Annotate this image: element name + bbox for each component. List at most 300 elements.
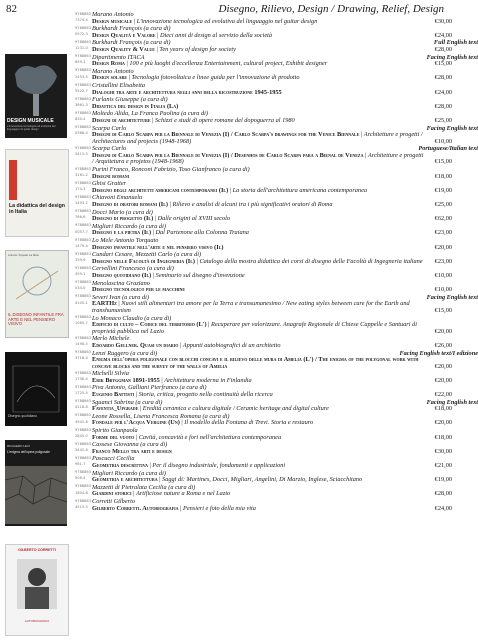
catalog-entry: [75, 414, 452, 427]
cover-design-musicale: [5, 54, 67, 138]
entry-price: €15,00: [434, 158, 452, 166]
entry-author: Lo Mele Antonio Torquato: [92, 237, 159, 244]
catalog-entry: [75, 224, 452, 237]
red-bar-decoration: [9, 160, 17, 200]
entry-price: €15,00: [434, 306, 452, 314]
entry-subtitle: Eredità ceramica e cultura digitale / Ceramic heritage and digital culture: [142, 405, 329, 413]
catalog-entry: [75, 442, 452, 455]
cover-title: GILBERTO CORRETTI: [18, 548, 56, 552]
title-separator: |: [131, 490, 136, 498]
isbn-prefix: 9788863: [75, 145, 92, 150]
isbn-prefix: 9788863: [75, 223, 92, 228]
entry-author: Cundari Cesare, Mezzetti Carlo (a cura di): [92, 251, 202, 259]
entry-title: Eugenio Battisti: [92, 391, 135, 399]
catalog-entry: [75, 181, 452, 194]
entry-subtitle: Dal Partenone alla Colonna Traiana: [155, 229, 249, 237]
isbn-suffix: 4118-8: [75, 405, 88, 410]
entry-author: Lo Monaco Claudio (a cura di): [92, 314, 172, 322]
entry-title-line: [92, 273, 452, 280]
entry-title: Didattica del design in Italia (La): [92, 102, 179, 110]
entry-title-line: [92, 202, 452, 209]
title-separator: |: [134, 433, 139, 441]
entry-title: Faventia_Upgrade: [92, 405, 139, 413]
entry-subtitle: Seminario sul disegno d'invenzione: [155, 271, 245, 279]
title-separator: |: [179, 419, 185, 427]
isbn-suffix: 830-4: [75, 117, 86, 122]
entry-author: Burkhardt François (a cura di): [92, 25, 171, 33]
isbn-suffix: 0057-7: [75, 229, 88, 234]
entry-author: Cervellini Francesco (a cura di): [92, 265, 174, 273]
isbn-prefix: 9788863: [75, 399, 92, 404]
entry-title: Design musicale: [92, 17, 133, 25]
entry-author: Ghisi Gratter: [92, 180, 127, 188]
entry-price: €18,00: [434, 172, 452, 180]
entry-subtitle: Cavità, concavità e fori nell'architettura contemporanea: [138, 433, 282, 441]
entry-title-line: [92, 406, 452, 413]
entry-price: €10,00: [434, 271, 452, 279]
isbn-prefix: 9788863: [75, 315, 92, 320]
catalog-entry: [75, 349, 478, 371]
entry-author: Scarpa Carlo Portuguese/Italian text: [92, 145, 478, 153]
entry-title: Erik Bryggman 1891-1955: [92, 376, 160, 384]
cover-subtitle: AUTOBIOGRAFIA: [24, 619, 50, 623]
entry-author: Merlo Michele: [92, 335, 130, 343]
entry-title: EARTHz: [92, 300, 117, 308]
cover-didattica-design: [5, 149, 69, 237]
entry-author: Menolascina Graziano: [92, 279, 150, 287]
catalog-entry: [75, 195, 452, 208]
entry-author: Marano Antonio: [92, 11, 134, 18]
title-separator: |: [228, 186, 233, 194]
cover-title: Disegno quotidiano: [8, 414, 38, 418]
entry-title: Disegni di architetture: [92, 116, 151, 124]
entry-title: Disegno di progetto (Il): [92, 215, 154, 223]
entry-title: Forme del vuoto: [92, 433, 135, 441]
catalog-entry: [75, 69, 452, 82]
isbn-suffix: 3442-8: [75, 448, 88, 453]
entry-title-line: [92, 230, 452, 237]
entry-author: Dipartimento ITACA Facing English text: [92, 53, 478, 61]
entry-author: Docci Mario (a cura di): [92, 208, 153, 216]
entry-author: Pascucci Cecilia: [92, 455, 135, 463]
isbn-suffix: 034-0: [75, 286, 86, 291]
isbn-suffix: 174-3: [75, 187, 86, 192]
cover-enigma-poligonale: [5, 440, 67, 526]
title-separator: |: [151, 229, 156, 237]
cover-gilberto-corretti: [5, 544, 69, 636]
entry-subtitle: Tecnologia fotovoltaica e linee guida per l'innovazione di prodotto: [131, 74, 300, 82]
entry-author: Michelli Silvia: [92, 370, 129, 378]
entry-subtitle: Storia, critica, progetto nella continuità della ricerca: [138, 391, 273, 399]
cover-column: [0, 16, 70, 640]
entry-subtitle: 100 e più luoghi d'eccellenza Entertainment, cultural project, Exhibit designer: [129, 60, 328, 68]
entry-price: €21,00: [434, 462, 452, 469]
cover-subtitle: L'innovazione tecnologica ed evolutiva del linguaggio nel guitar design: [7, 125, 56, 131]
entry-author: Leone Rossella, Lisena Francesca Romana (a cura di): [92, 412, 230, 420]
catalog-entry: [75, 26, 452, 39]
isbn-suffix: 1725-4: [75, 391, 88, 396]
entry-title-line: [92, 118, 452, 125]
isbn-suffix: 1804-6: [75, 490, 88, 495]
title-separator: |: [363, 151, 368, 159]
isbn-suffix: 459-1: [75, 272, 86, 277]
isbn-prefix: 9788863: [75, 54, 92, 59]
isbn-prefix: 9788863: [75, 370, 92, 375]
isbn-suffix: 0415-5: [75, 152, 88, 157]
entry-title: Design Qualità e Valore: [92, 31, 156, 39]
entry-title: Disegno infantile nell'arte e nel pensiero visivo (Il): [92, 243, 224, 251]
isbn-prefix: 9788863: [75, 280, 92, 285]
title-separator: |: [195, 257, 200, 265]
entry-title-line: [92, 491, 452, 498]
catalog-entry: [75, 97, 452, 110]
entry-author: Corretti Gilberto: [92, 497, 135, 505]
entry-title-line: [92, 259, 452, 266]
catalog-entry: [75, 53, 478, 68]
entry-author: Migliari Riccardo (a cura di): [92, 222, 166, 230]
entry-author: Furlanis Giuseppe (a cura di): [92, 96, 168, 104]
catalog-entry: [75, 83, 452, 96]
entry-title: Disegno degli architetti americani contemporanei (Il): [92, 186, 229, 194]
catalog-entry: [75, 456, 452, 469]
isbn-prefix: 9788863: [75, 413, 92, 418]
entry-language-note: Facing English text: [426, 293, 478, 301]
entry-title-line: [92, 506, 452, 513]
entry-author: Scarpa Carlo Facing English text: [92, 124, 478, 132]
entry-title-line: [92, 153, 452, 166]
title-separator: |: [151, 271, 156, 279]
entry-title: Disegno tecnologico per le macchine: [92, 286, 186, 294]
title-separator: |: [153, 215, 158, 223]
entry-author: Migliari Riccardo (a cura di): [92, 469, 166, 477]
entry-price: €23,00: [434, 229, 452, 237]
title-separator: |: [206, 321, 211, 329]
isbn-prefix: 9788863: [75, 166, 92, 171]
entry-title: Design solare: [92, 74, 128, 82]
cover-subtitle: Antonio Toquato La Mele: [8, 253, 39, 257]
entry-title-line: [92, 477, 452, 484]
catalog-entry: [75, 210, 452, 223]
isbn-prefix: 9788863: [75, 470, 92, 475]
entry-title-line: [92, 301, 452, 314]
entry-author: Severi Ivan (a cura di) Facing English text: [92, 293, 478, 301]
entry-title-line: [92, 174, 452, 181]
entry-author: Sguanci Sabrina (a cura di) Facing English text: [92, 398, 478, 406]
entry-subtitle: Nuovi stili alimentari tra amore per la Terra e transumanesimo / New eating styles between care for the Earth and transhumanism: [92, 300, 410, 314]
entry-subtitle: Per il disegno industriale, fondamenti e applicazioni: [152, 462, 286, 469]
entry-price: €22,00: [434, 391, 452, 399]
entry-title-line: [92, 216, 452, 223]
entry-title: Disegno nelle Facoltà di Ingegneria (Il): [92, 257, 196, 265]
entry-title-line: [92, 245, 452, 252]
entry-price: €28,00: [434, 102, 452, 110]
isbn-prefix: 9788863: [75, 11, 92, 16]
entry-title: Disegno e la pietra (Il): [92, 229, 152, 237]
isbn-suffix: 0368-4: [75, 131, 88, 136]
catalog-entry: [75, 471, 452, 484]
title-separator: |: [147, 462, 153, 469]
entry-title-line: [92, 19, 452, 26]
isbn-suffix: 1479-4: [75, 243, 88, 248]
entry-author: Purini Franco, Ronconi Fabrizio, Toso Gianfranco (a cura di): [92, 166, 250, 174]
entry-title-line: [92, 47, 452, 54]
entry-price: €28,00: [434, 45, 452, 53]
entry-title: Geometria descrittiva: [92, 462, 148, 469]
entry-title-line: [92, 287, 452, 294]
entry-title-line: [92, 357, 452, 370]
title-separator: |: [178, 504, 183, 512]
entry-author: Mazzetti di Pietralata Cecilia (a cura di): [92, 483, 196, 491]
isbn-prefix: 9788863: [75, 350, 92, 355]
entry-price: €18,00: [434, 405, 452, 413]
cover-title: La didattica del design in Italia: [9, 203, 65, 215]
entry-subtitle: Architettura moderna in Finlandia: [164, 376, 252, 384]
isbn-suffix: 0972-3: [75, 31, 88, 36]
isbn-prefix: 9788863: [75, 265, 92, 270]
catalog-entry: [75, 385, 452, 398]
title-separator: |: [178, 341, 183, 349]
isbn-prefix: 9788863: [75, 25, 92, 30]
entry-author: Chiavoni Emanuela: [92, 194, 143, 202]
catalog-entry: [75, 281, 452, 294]
catalog-entry: [75, 111, 452, 124]
entry-price: €20,00: [434, 243, 452, 251]
stone-wall-image: [5, 466, 67, 524]
isbn-prefix: 9788863: [75, 498, 92, 503]
isbn-prefix: 9788863: [75, 456, 92, 460]
catalog-entry: [75, 371, 452, 384]
catalog-entry: [75, 39, 478, 53]
catalog-entry: [75, 398, 478, 413]
isbn-suffix: 3161-2: [75, 172, 88, 177]
entry-title-line: [92, 188, 452, 195]
entry-price: €20,00: [434, 376, 452, 384]
isbn-prefix: 9788863: [75, 82, 92, 87]
catalog-entry: [75, 316, 452, 336]
entry-title: Disegno di oratori romani (Il): [92, 201, 169, 209]
title-separator: |: [150, 116, 156, 124]
title-separator: |: [134, 391, 139, 399]
title-separator: |: [159, 376, 165, 384]
entry-price: €28,00: [434, 490, 452, 498]
title-separator: |: [138, 405, 143, 413]
entry-price: €20,00: [434, 362, 452, 370]
title-separator: |: [168, 201, 173, 209]
page-number: 82: [6, 3, 17, 15]
entry-price: €23,00: [434, 257, 452, 265]
entry-subtitle: Dalle origini al XVIII secolo: [157, 215, 231, 223]
entry-author: Cristallini Elisabetta: [92, 81, 146, 89]
isbn-suffix: 1231-0: [75, 46, 88, 51]
entry-title: Edoardo Gellner. Quasi un diario: [92, 341, 179, 349]
cover-title: IL DISEGNO INFANTILE FRA ARTE E NEL PENSIERO VISIVO: [8, 312, 64, 327]
entry-subtitle: Artificiose nature a Roma e nel Lazio: [135, 490, 231, 498]
isbn-prefix: 9788863: [75, 385, 92, 390]
isbn-prefix: 9788863: [75, 251, 92, 256]
entry-title: Dialoghi tra arte e architettura negli anni della ricostruzione 1945-1955: [92, 88, 282, 96]
catalog-entries: [75, 11, 478, 513]
entry-price: €10,00: [434, 286, 452, 294]
entry-title: Giardini storici: [92, 490, 132, 498]
entry-language-note: Portuguese/Italian text: [418, 145, 478, 153]
entry-author: Lenzi Ruggero (a cura di) Facing English text/I edizione: [92, 349, 478, 357]
entry-title: Fondale per l'Acqua Vergine (Un): [92, 419, 180, 427]
catalog-entry: [75, 499, 452, 512]
isbn-suffix: 766-6: [75, 215, 86, 220]
title-separator: |: [127, 74, 132, 82]
isbn-prefix: 9788863: [75, 180, 92, 185]
entry-title-line: [92, 435, 452, 442]
title-separator: |: [359, 131, 364, 139]
entry-price: €24,00: [434, 31, 452, 39]
entry-subtitle: Schizzi e studi di opere romane del dopoguerra al 1980: [155, 116, 295, 124]
isbn-suffix: 2453-5: [75, 74, 88, 79]
entry-price: €20,00: [434, 419, 452, 427]
isbn-prefix: 9788863: [75, 68, 92, 73]
isbn-prefix: 9788863: [75, 110, 92, 115]
isbn-suffix: 1065-7: [75, 321, 88, 326]
entry-title: Disegno quotidiano (Il): [92, 271, 152, 279]
entry-price: €30,00: [434, 17, 452, 25]
entry-subtitle: Recuperare per valorizzare. Anagrafe Regionale di Chiese Cappelle e Santuari di proprietà pubblica nel Lazio: [92, 321, 417, 335]
entry-title: Design Quality & Value: [92, 45, 155, 53]
cover-subtitle: RUGGERO LEVI: [7, 444, 30, 448]
entry-title-line: [92, 378, 452, 385]
entry-title-line: [92, 75, 452, 82]
entry-title: Geometria e architettura: [92, 476, 158, 484]
entry-title-line: [92, 61, 452, 68]
entry-subtitle: L'innovazione tecnologica ed evolutiva del linguaggio nel guitar design: [136, 17, 318, 25]
title-separator: |: [132, 17, 137, 25]
isbn-prefix: 9788863: [75, 96, 92, 101]
catalog-entry: [75, 336, 452, 349]
title-separator: |: [154, 45, 160, 53]
isbn-suffix: 3941-8: [75, 419, 88, 424]
entry-price: €24,00: [434, 88, 452, 96]
entry-subtitle: Ten years of design for society: [159, 45, 236, 53]
isbn-prefix: 9788863: [75, 237, 92, 242]
entry-subtitle: Appunti autobiografici di un architetto: [182, 341, 281, 349]
cover-disegno-infantile: [5, 250, 69, 338]
entry-title: Disegni di Carlo Scarpa per la Biennale di Venezia (I) / Carlo Scarpa's drawings for the Venice Biennale: [92, 131, 360, 139]
entry-price: €18,00: [434, 433, 452, 441]
entry-title-line: [92, 463, 452, 470]
entry-title-line: [92, 132, 452, 145]
entry-title-line: [92, 322, 452, 335]
isbn-prefix: 9788863: [75, 195, 92, 200]
isbn-suffix: 981-7: [75, 462, 86, 467]
isbn-suffix: 7374-4: [75, 17, 88, 22]
entry-title: Disegni romani: [92, 172, 130, 180]
entry-title: Design Roma: [92, 60, 125, 68]
entry-title: Franco Mello tra arti e design: [92, 447, 172, 455]
isbn-suffix: 1493-2: [75, 201, 88, 206]
isbn-suffix: 908-4: [75, 476, 86, 481]
isbn-prefix: 9788863: [75, 335, 92, 340]
entry-title: Edificio di culto – Codice del territorio (L'): [92, 321, 207, 329]
entry-price: €26,00: [434, 341, 452, 349]
title-separator: |: [157, 476, 163, 484]
entry-price: €15,00: [434, 60, 452, 68]
isbn-suffix: 4515-5: [75, 504, 88, 509]
isbn-suffix: 1738-4: [75, 377, 88, 382]
isbn-prefix: 9788863: [75, 125, 92, 130]
catalog-entry: [75, 266, 452, 279]
entry-subtitle: Dieci anni di design al servizio della società: [159, 31, 273, 39]
catalog-entry: [75, 167, 452, 180]
cover-disegno-quotidiano: [5, 352, 67, 426]
isbn-prefix: 9788863: [75, 427, 92, 432]
catalog-entry: [75, 238, 452, 251]
cover-title: DESIGN MUSICALE: [7, 118, 54, 124]
isbn-suffix: 2845-0: [75, 433, 88, 438]
entry-price: €24,00: [434, 504, 452, 512]
isbn-prefix: 9788863: [75, 209, 92, 214]
entry-title: Disegni di Carlo Scarpa per la Biennale di Venezia (I) / Desenhos de Carlo Scarpa para a Bienal de Veneza: [92, 151, 364, 159]
entry-language-note: Facing English text: [426, 398, 478, 406]
isbn-prefix: 9788863: [75, 441, 92, 446]
entry-price: €19,00: [434, 186, 452, 194]
cover-title: L'enigma dell'opera poligonale: [7, 450, 50, 454]
isbn-suffix: 339-6: [75, 257, 86, 262]
isbn-suffix: 3661-3: [75, 102, 88, 107]
title-separator: |: [116, 300, 122, 308]
section-title: Disegno, Rilievo, Design / Drawing, Relief, Design: [218, 3, 444, 15]
catalog-entry: [75, 252, 452, 265]
entry-title-line: [92, 449, 452, 456]
catalog-entry: [75, 12, 452, 25]
entry-subtitle: Architetture e progetti / Arquitetura e projetos (1948-1968): [92, 151, 424, 166]
entry-author: Burkhardt François (a cura di) Full English text: [92, 39, 478, 47]
entry-price: €19,00: [434, 476, 452, 484]
entry-title-line: [92, 392, 452, 399]
portrait-photo: [17, 559, 57, 609]
entry-subtitle: Rilievo e analisi di alcuni tra i più significativi oratori di Roma: [172, 201, 333, 209]
entry-price: €30,00: [434, 447, 452, 455]
isbn-suffix: 5522-7: [75, 88, 88, 93]
entry-title-line: [92, 90, 452, 97]
isbn-suffix: 659-3: [75, 60, 86, 65]
entry-language-note: Full English text: [433, 39, 478, 47]
catalog-entry: [75, 428, 452, 441]
title-separator: |: [124, 60, 130, 68]
entry-title-line: [92, 33, 452, 40]
catalog-entry: [75, 485, 452, 498]
entry-price: €25,00: [434, 116, 452, 124]
entry-price: €25,00: [434, 201, 452, 209]
entry-language-note: Facing English text: [426, 124, 478, 132]
catalog-entry: [75, 145, 478, 166]
title-separator: |: [155, 31, 160, 39]
entry-author: Cassese Giovanna (a cura di): [92, 441, 168, 449]
entry-subtitle: Saggi di: Martines, Docci, Migliari, Angelini, Di Marzio, Inglese, Sciacchitano: [162, 476, 363, 484]
entry-author: Piva Antonio, Galliani Pierfranco (a cura di): [92, 384, 207, 392]
entry-title-line: [92, 104, 452, 111]
isbn-prefix: 9788863: [75, 294, 92, 299]
entry-price: €28,00: [434, 74, 452, 82]
isbn-suffix: 3718-4: [75, 356, 88, 361]
entry-price: €62,00: [434, 215, 452, 223]
entry-language-note: Facing English text: [426, 53, 478, 61]
isbn-suffix: 4105-1: [75, 300, 88, 305]
entry-author: Moltedo Alida, La Franca Paolina (a cura di): [92, 110, 209, 118]
entry-price: €20,00: [434, 327, 452, 335]
entry-subtitle: Il modello della Fontana di Trevi. Storia e restauro: [184, 419, 314, 427]
catalog-entry: [75, 293, 478, 315]
entry-author: Marano Antonio: [92, 67, 134, 75]
entry-subtitle: La storia dell'architettura americana contemporanea: [232, 186, 368, 194]
entry-title-line: [92, 420, 452, 427]
